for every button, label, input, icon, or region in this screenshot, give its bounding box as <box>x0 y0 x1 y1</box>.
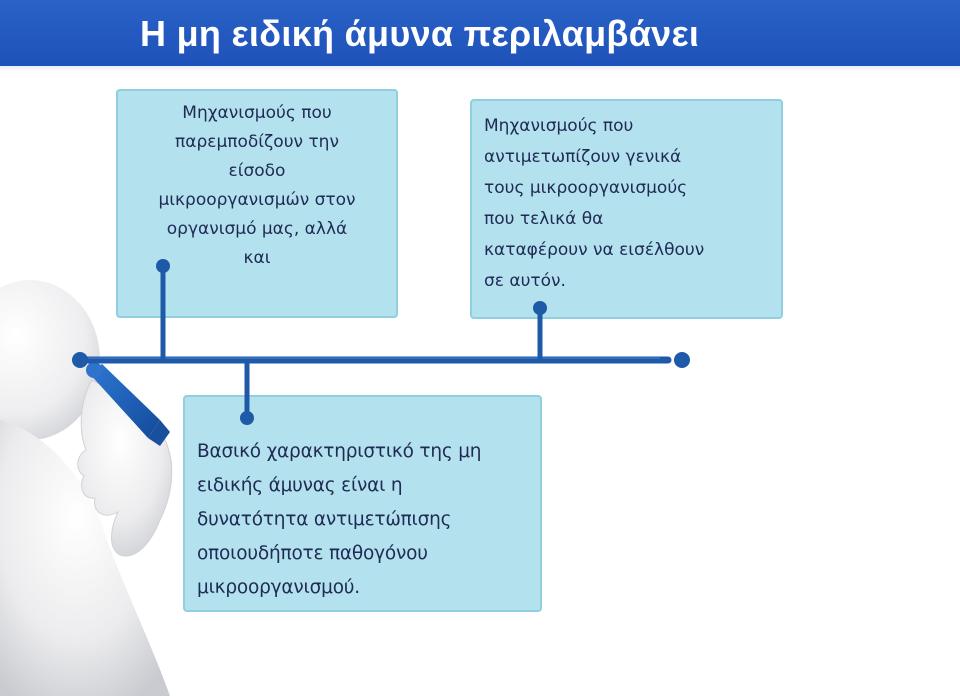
timeline-end-dot <box>674 352 690 368</box>
slide-title: Η μη ειδική άμυνα περιλαμβάνει <box>140 13 700 54</box>
box-text: Μηχανισμούς που αντιμετωπίζουν γενικά τους μικροοργανισμούς που τελικά θα καταφέρουν να εισέλθουν σε αυτόν. <box>484 116 705 291</box>
content-box-internal-defense <box>470 99 783 319</box>
figure-illustration <box>0 280 172 696</box>
timeline-start-dot <box>72 352 88 368</box>
content-box-entry-barriers <box>116 89 398 318</box>
box-text: Βασικό χαρακτηριστικό της μη ειδικής άμυνας είναι η δυνατότητα αντιμετώπισης οποιουδήποτε παθογόνου μικροοργανισμού. <box>197 441 482 598</box>
content-box-key-feature <box>183 395 542 612</box>
box-text: Μηχανισμούς που παρεμποδίζουν την είσοδο μικροοργανισμών στον οργανισμό μας, αλλά και <box>158 103 356 268</box>
